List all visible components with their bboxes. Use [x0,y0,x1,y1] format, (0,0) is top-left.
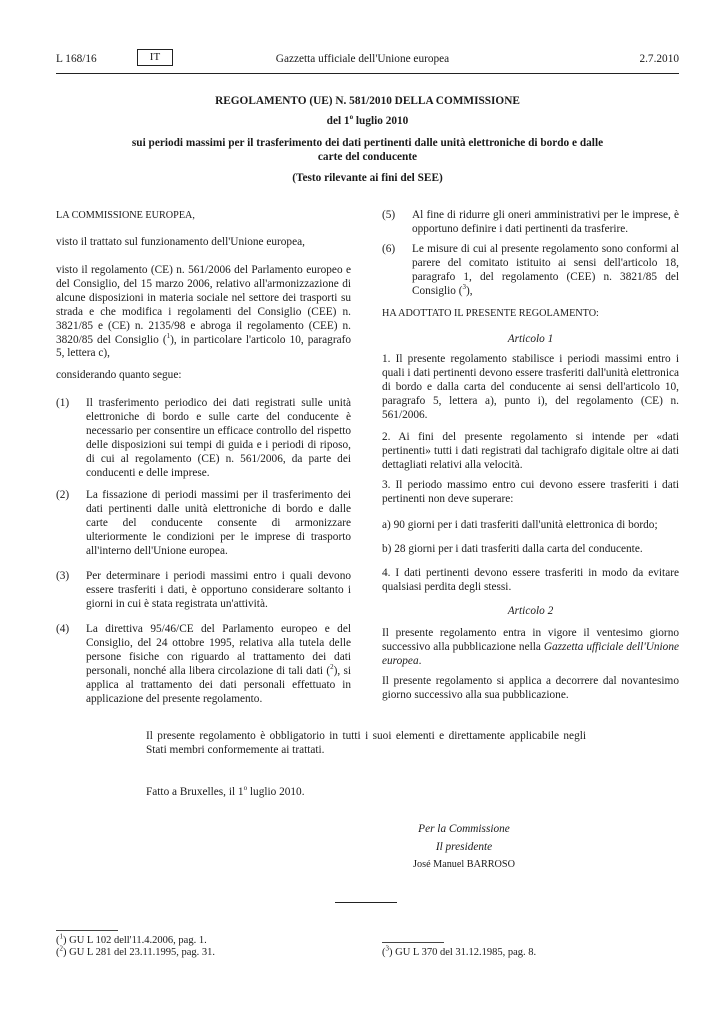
regulation-date: del 1$^o$ luglio 2010 [326,113,409,127]
footnote-2: ($^2$) GU L 281 del 23.11.1995, pag. 31. [56,944,216,958]
article-1-paragraph-1: 1. Il presente regolamento stabilisce i periodi massimi entro i quali i dati pertinenti devono essere trasferiti dall'unità elettronica di bordo e dalla carta del conducente ai sensi dell'articolo 10, paragrafo 5, lettera a), punto i), del regolamento (CE) n. 561/2006. [382,353,679,421]
journal-title: Gazzetta ufficiale dell'Unione europea [275,53,450,65]
citation-regulation: visto il regolamento (CE) n. 561/2006 del Parlamento europeo e del Consiglio, del 15 marzo 2006, relativo all'armonizzazione di alcune disposizioni in materia sociale nel settore dei trasporti su strada e che modifica i regolamenti del Consiglio (CEE) n. 3821/85 e (CE) n. 2135/98 e abroga il regolamento (CEE) n. 3820/85 del Consiglio ($^1$), in particolare l'articolo 10, paragrafo 5, lettera c), [56,264,351,360]
signatory-role: Il presidente [435,841,493,853]
page-reference: L 168/16 [56,53,97,65]
signatory-name: José Manuel BARROSO [413,859,515,870]
end-rule [335,902,397,903]
regulation-subject-line1: sui periodi massimi per il trasferimento dei dati pertinenti dalle unità elettroniche di bordo e dalle [131,137,604,149]
considering-heading: considerando quanto segue: [56,369,182,381]
article-1-title: Articolo 1 [507,333,554,345]
footnote-1: ($^1$) GU L 102 dell'11.4.2006, pag. 1. [56,932,207,946]
footnote-3: ($^3$) GU L 370 del 31.12.1985, pag. 8. [382,944,537,958]
commission-heading: LA COMMISSIONE EUROPEA, [56,210,195,221]
language-code-box: IT [137,49,173,66]
article-2-paragraph-1: Il presente regolamento entra in vigore il ventesimo giorno successivo alla pubblicazione nella Gazzetta ufficiale dell'Unione europea. [382,627,679,667]
footnote-rule-right [382,942,444,943]
citation-treaty: visto il trattato sul funzionamento dell'Unione europea, [56,236,305,248]
regulation-subject-line2: carte del conducente [317,151,418,163]
adopted-heading: HA ADOTTATO IL PRESENTE REGOLAMENTO: [382,308,599,319]
eea-relevance: (Testo rilevante ai fini del SEE) [292,172,443,184]
publication-date: 2.7.2010 [639,53,679,65]
signatory-for: Per la Commissione [418,823,510,835]
place-and-date: Fatto a Bruxelles, il 1$^o$ luglio 2010. [146,784,305,798]
article-1-paragraph-3: 3. Il periodo massimo entro cui devono essere trasferiti i dati pertinenti non deve superare: [382,479,679,505]
regulation-title: REGOLAMENTO (UE) N. 581/2010 DELLA COMMISSIONE [215,95,520,107]
article-2-paragraph-2: Il presente regolamento si applica a decorrere dal novantesimo giorno successivo alla sua pubblicazione. [382,675,679,701]
binding-clause: Il presente regolamento è obbligatorio in tutti i suoi elementi e direttamente applicabile negli Stati membri conformemente ai trattati. [146,730,586,756]
footnote-rule-left [56,930,118,931]
article-2-title: Articolo 2 [507,605,554,617]
article-1-point-b: b) 28 giorni per i dati trasferiti dalla carta del conducente. [382,543,643,555]
article-1-paragraph-4: 4. I dati pertinenti devono essere trasferiti in modo da evitare qualsiasi perdita degli stessi. [382,567,679,593]
header-rule [56,73,679,74]
article-1-paragraph-2: 2. Ai fini del presente regolamento si intende per «dati pertinenti» tutti i dati registrati dal tachigrafo digitale oltre ai dati dettagliati relativi alla velocità. [382,431,679,471]
article-1-point-a: a) 90 giorni per i dati trasferiti dall'unità elettronica di bordo; [382,519,658,531]
